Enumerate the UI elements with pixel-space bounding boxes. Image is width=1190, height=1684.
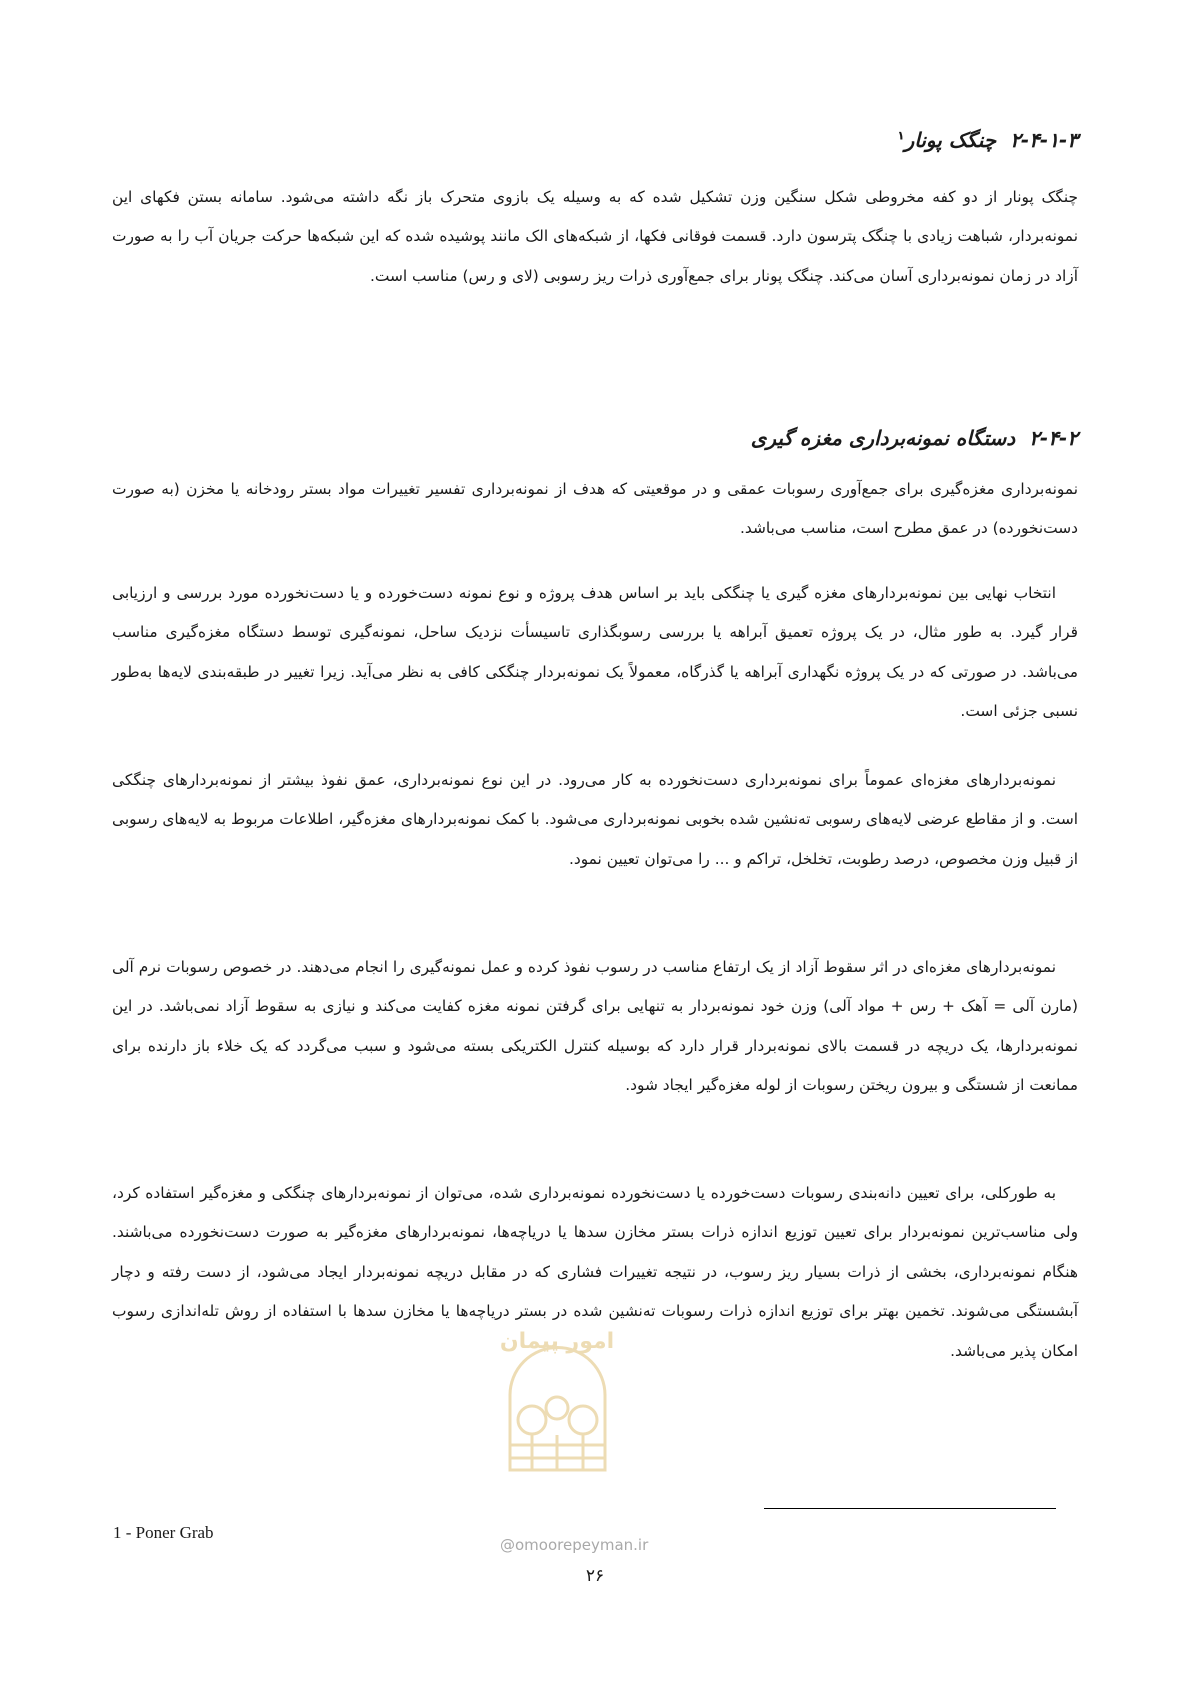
section-title: چنگک پونار <box>904 128 997 152</box>
paragraph-poner-grab: چنگک پونار از دو کفه مخروطی شکل سنگین وزن تشکیل شده که به وسیله یک بازوی متحرک باز نگه داشته می‌شود. سامانه بستن فکهای این نمونه‌بردار، شباهت زیادی با چنگک پترسون دارد. قسمت فوقانی فکها، از شبکه‌های الک مانند پوشیده شده که این شبکه‌ها حرکت جریان آب را به صورت آزاد در زمان نمونه‌برداری آسان می‌کند. چنگک پونار برای جمع‌آوری ذرات ریز رسوبی (لای و رس) مناسب است. <box>112 188 1078 285</box>
section-heading-core-sampler <box>751 426 1078 450</box>
section-heading-poner-grab <box>897 128 1078 152</box>
paragraph-sampler-selection: انتخاب نهایی بین نمونه‌بردارهای مغزه گیری یا چنگکی باید بر اساس هدف پروژه و نوع نمونه دست‌خورده و یا دست‌نخورده مورد بررسی و ارزیابی قرار گیرد. به طور مثال، در یک پروژه تعمیق آبراهه یا بررسی رسوبگذاری تاسیسأت نزدیک ساحل، نمونه‌گیری توسط دستگاه مغزه‌گیری مناسب می‌باشد. در صورتی که در یک پروژه نگهداری آبراهه یا گذرگاه، معمولاً یک نمونه‌بردار چنگکی کافی به نظر می‌آید. زیرا تغییر در طبقه‌بندی لایه‌ها به‌طور نسبی جزئی است. <box>112 584 1078 721</box>
watermark-logo-text: امور پیمان <box>499 1329 615 1354</box>
paragraph-core-undisturbed: نمونه‌بردارهای مغزه‌ای عموماً برای نمونه‌برداری دست‌نخورده به کار می‌رود. در این نوع نمونه‌برداری، عمق نفوذ بیشتر از نمونه‌بردارهای چنگکی است. و از مقاطع عرضی لایه‌های رسوبی ته‌نشین شده بخوبی نمونه‌برداری می‌شود. با کمک نمونه‌بردارهای مغزه‌گیر، اطلاعات مربوط به لایه‌های رسوبی از قبیل وزن مخصوص، درصد رطوبت، تخلخل، تراکم و ... را می‌توان تعیین نمود. <box>112 771 1078 868</box>
section-title: دستگاه نمونه‌برداری مغزه گیری <box>750 426 1016 450</box>
section-number: ۲-۴-۱-۳ <box>1010 128 1078 152</box>
footnote-divider <box>764 1508 1056 1509</box>
watermark-site: @omoorepeyman.ir <box>500 1536 649 1554</box>
paragraph-grain-size: به طورکلی، برای تعیین دانه‌بندی رسوبات دست‌خورده یا دست‌نخورده نمونه‌برداری شده، می‌توان از نمونه‌بردارهای چنگکی و مغزه‌گیر استفاده کرد، ولی مناسب‌ترین نمونه‌بردار برای تعیین توزیع اندازه ذرات بستر مخازن سدها یا دریاچه‌ها، نمونه‌بردارهای مغزه‌گیر به صورت دست‌نخورده می‌باشند. هنگام نمونه‌برداری، بخشی از ذرات بسیار ریز رسوب، در نتیجه تغییرات فشاری که در مقابل دریچه نمونه‌بردار ایجاد می‌شود، از دست رفته و دچار آبشستگی می‌شوند. تخمین بهتر برای توزیع اندازه ذرات رسوبات ته‌نشین شده در بستر دریاچه‌ها یا مخازن سدها با استفاده از روش تله‌اندازی رسوب امکان پذیر می‌باشد. <box>112 1184 1078 1360</box>
footnote-marker: ۱ <box>897 128 905 143</box>
paragraph-core-intro: نمونه‌برداری مغزه‌گیری برای جمع‌آوری رسوبات عمقی و در موقعیتی که هدف از نمونه‌برداری تفسیر تغییرات مواد بستر رودخانه یا مخزن (به صورت دست‌نخورده) در عمق مطرح است، مناسب می‌باشد. <box>112 480 1078 538</box>
paragraph-free-fall: نمونه‌بردارهای مغزه‌ای در اثر سقوط آزاد از یک ارتفاع مناسب در رسوب نفوذ کرده و عمل نمونه‌گیری را انجام می‌دهند. در خصوص رسوبات نرم آلی (مارن آلی = آهک + رس + مواد آلی) وزن خود نمونه‌بردار به تنهایی برای گرفتن نمونه مغزه کفایت می‌کند و نیازی به سقوط آزاد نمی‌باشد. در این نمونه‌بردارها، یک دریچه در قسمت بالای نمونه‌بردار قرار دارد که بوسیله کنترل الکتریکی بسته می‌شود و سبب می‌گردد که یک خلاء باز دارنده برای ممانعت از شستگی و بیرون ریختن رسوبات از لوله مغزه‌گیر ایجاد شود. <box>112 958 1078 1095</box>
footnote: 1 - Poner Grab <box>113 1523 214 1542</box>
section-number: ۲-۴-۲ <box>1029 426 1078 450</box>
page-number: ۲۶ <box>585 1566 605 1586</box>
